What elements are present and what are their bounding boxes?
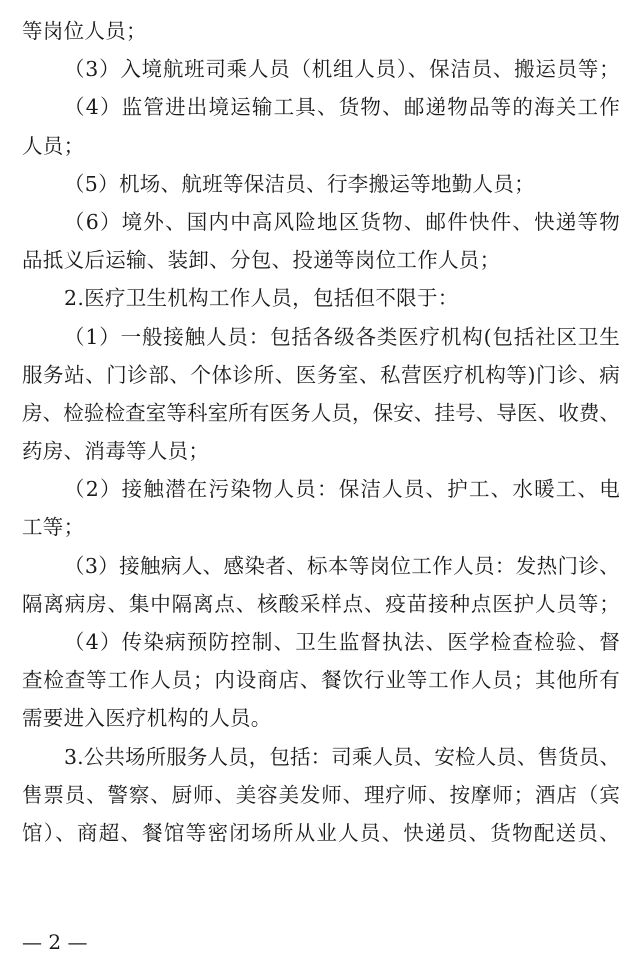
text-line: 人员；: [22, 133, 85, 158]
document-body: [22, 12, 620, 852]
text-line: 等岗位人员；: [22, 19, 147, 43]
text-line: 房、检验检查室等科室所有医务人员，保安、挂号、导医、收费、: [22, 400, 620, 425]
text-line: （5）机场、航班等保洁员、行李搬运等地勤人员；: [64, 171, 535, 196]
text-line: 馆）、商超、餐馆等密闭场所从业人员、快递员、货物配送员、: [22, 820, 620, 845]
text-line: （6）境外、国内中高风险地区货物、邮件快件、快递等物: [64, 209, 620, 234]
page-number: — 2 —: [22, 930, 88, 954]
text-line: （4）监管进出境运输工具、货物、邮递物品等的海关工作: [64, 95, 620, 120]
text-line: （1）一般接触人员：包括各级各类医疗机构(包括社区卫生: [64, 324, 620, 349]
text-line: 服务站、门诊部、个体诊所、医务室、私营医疗机构等)门诊、病: [22, 362, 620, 387]
text-line: 3.公共场所服务人员，包括：司乘人员、安检人员、售货员、: [64, 744, 620, 769]
text-line: （3）入境航班司乘人员（机组人员）、保洁员、搬运员等；: [64, 57, 620, 82]
text-line: 售票员、警察、厨师、美容美发师、理疗师、按摩师；酒店（宾: [22, 782, 620, 807]
text-line: 需要进入医疗机构的人员。: [22, 706, 272, 731]
text-line: 药房、消毒等人员；: [22, 439, 210, 464]
text-line: 隔离病房、集中隔离点、核酸采样点、疫苗接种点医护人员等；: [22, 591, 620, 616]
text-line: （3）接触病人、感染者、标本等岗位工作人员：发热门诊、: [64, 553, 620, 578]
text-line: 2.医疗卫生机构工作人员，包括但不限于：: [64, 286, 459, 311]
text-line: （4）传染病预防控制、卫生监督执法、医学检查检验、督: [64, 630, 620, 654]
text-line: （2）接触潜在污染物人员：保洁人员、护工、水暖工、电: [64, 477, 620, 502]
text-line: 查检查等工作人员；内设商店、餐饮行业等工作人员；其他所有: [22, 668, 620, 693]
text-line: 工等；: [22, 515, 85, 540]
text-line: 品抵义后运输、装卸、分包、投递等岗位工作人员；: [22, 248, 501, 273]
